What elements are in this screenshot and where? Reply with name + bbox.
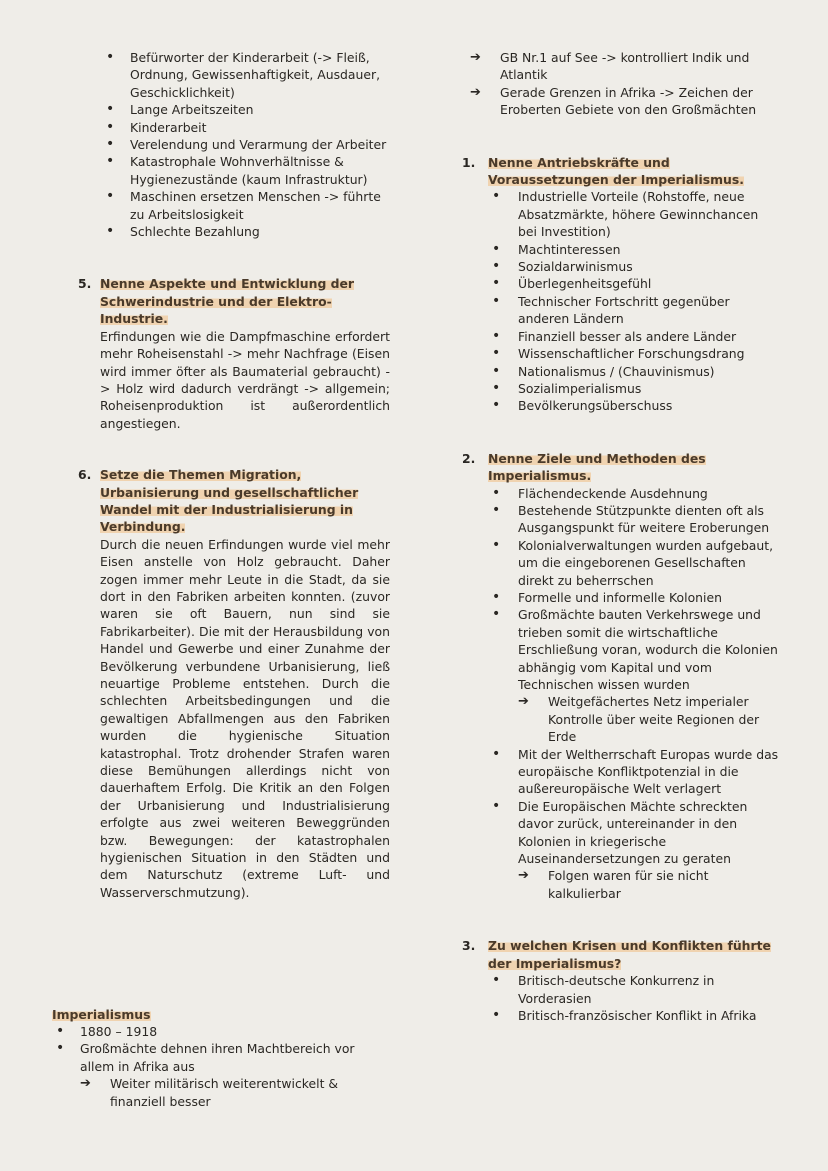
list-item (470, 49, 780, 84)
question-number: 5. (78, 276, 92, 292)
question-6-heading (78, 466, 390, 536)
list-item: • Britisch-französischer Konflikt in Afrika (462, 1007, 780, 1024)
question-5-heading (78, 275, 390, 327)
question-3-bullets (462, 972, 780, 1024)
arrow-icon: ➔ (518, 694, 529, 710)
question-6-answer: Durch die neuen Erfindungen wurde viel mehr Eisen anstelle von Holz gebraucht. Daher zogen immer mehr Leute in die Stadt, da sie dort in den Fabriken arbeiten konnten. (zuvor waren sie oft Bauern, nun sind sie Fabrikarbeiter). Die mit der Herausbildung von Handel und Gewerbe und einer Zunahme der Bevölkerung verbundene Urbanisierung, ließ neuartige Probleme entstehen. Durch die schlechten Arbeitsbedingungen und die gewaltigen Abfallmengen aus den Fabriken wurden die hygienische Situation katastrophal. Trotz drohender Strafen waren diese Bemühungen allerdings nicht von dauerhaftem Erfolg. Die Kritik an den Folgen der Urbanisierung und Industrialisierung erfolgte aus zwei weiteren Beweggründen bzw. Bewegungen: der katastrophalen hygienischen Situation in den Städten und dem Naturschutz (extreme Luft- und Wasserverschmutzung). (100, 536, 390, 900)
list-item: • Bevölkerungsüberschuss (462, 397, 780, 414)
list-item: • Kinderarbeit (80, 119, 390, 136)
right-top-arrow-list (470, 49, 780, 119)
imperialismus-heading (52, 1006, 151, 1023)
imperialismus-block (52, 1023, 392, 1110)
list-item: • Maschinen ersetzen Menschen -> führte zu Arbeitslosigkeit (80, 188, 390, 223)
list-item: • Kolonialverwaltungen wurden aufgebaut, um die eingeborenen Gesellschaften direkt zu beherrschen (462, 537, 780, 589)
arrow-icon: ➔ (470, 50, 481, 65)
list-item: • Schlechte Bezahlung (80, 223, 390, 240)
arrow-item-text: Weitgefächertes Netz imperialer Kontrolle über weite Regionen der Erde (548, 694, 760, 745)
arrow-icon: ➔ (470, 84, 481, 100)
question-1-bullets (462, 188, 780, 414)
imperialismus-bullets (52, 1023, 392, 1075)
right-question-3-block (462, 937, 780, 1024)
question-number: 1. (462, 154, 476, 170)
right-question-2-block (462, 450, 780, 903)
list-item: • Wissenschaftlicher Forschungsdrang (462, 345, 780, 362)
list-item: • Großmächte dehnen ihren Machtbereich vor allem in Afrika aus (52, 1040, 392, 1075)
question-1-heading (462, 154, 780, 189)
arrow-item-text: Folgen waren für sie nicht kalkulierbar (548, 868, 709, 901)
list-item: • Industrielle Vorteile (Rohstoffe, neue Absatzmärkte, höhere Gewinnchancen bei Investition) (462, 188, 780, 240)
list-item: • Überlegenheitsgefühl (462, 275, 780, 292)
question-text: Nenne Antriebskräfte und Voraussetzungen der Imperialismus. (488, 154, 744, 188)
question-3-heading (462, 937, 780, 972)
list-item: • Großmächte bauten Verkehrswege und trieben somit die wirtschaftliche Erschließung voran, wodurch die Kolonien abhängig vom Kapital und vom Technischen wissen wurden (462, 606, 780, 693)
right-question-1-block (462, 154, 780, 415)
question-number: 6. (78, 467, 92, 483)
arrow-item-text: GB Nr.1 auf See -> kontrolliert Indik und Atlantik (500, 50, 750, 83)
question-text: Setze die Themen Migration, Urbanisierung und gesellschaftlicher Wandel mit der Industrialisierung in Verbindung. (100, 467, 359, 535)
list-item: • Befürworter der Kinderarbeit (-> Fleiß, Ordnung, Gewissenhaftigkeit, Ausdauer, Geschicklichkeit) (80, 49, 390, 101)
question-6-block (78, 466, 390, 901)
list-item: • Lange Arbeitszeiten (80, 101, 390, 118)
question-text: Zu welchen Krisen und Konflikten führte der Imperialismus? (488, 938, 771, 971)
list-item: • Sozialimperialismus (462, 380, 780, 397)
left-top-bullet-list (80, 49, 390, 240)
question-2-bullets (462, 485, 780, 694)
question-2-arrow-2 (518, 867, 780, 902)
arrow-item-text: Weiter militärisch weiterentwickelt & finanziell besser (110, 1076, 339, 1109)
question-2-bullets-2 (462, 746, 780, 868)
list-item: • Bestehende Stützpunkte dienten oft als Ausgangspunkt für weitere Eroberungen (462, 502, 780, 537)
list-item: • Technischer Fortschritt gegenüber anderen Ländern (462, 293, 780, 328)
list-item: • Mit der Weltherrschaft Europas wurde das europäische Konfliktpotenzial in die außereuropäische Welt verlagert (462, 746, 780, 798)
list-item (470, 84, 780, 119)
list-item: • 1880 – 1918 (52, 1023, 392, 1040)
question-5-block (78, 275, 390, 432)
list-item: • Nationalismus / (Chauvinismus) (462, 363, 780, 380)
list-item: • Britisch-deutsche Konkurrenz in Vorderasien (462, 972, 780, 1007)
right-column (462, 49, 780, 1024)
arrow-icon: ➔ (80, 1076, 91, 1092)
question-5-answer: Erfindungen wie die Dampfmaschine erfordert mehr Roheisenstahl -> mehr Nachfrage (Eisen wird immer öfter als Baumaterial gebraucht) -> Holz wird dadurch verdrängt -> allgemein; Roheisenproduktion ist außerordentlich angestiegen. (100, 328, 390, 431)
arrow-item-text: Gerade Grenzen in Afrika -> Zeichen der Eroberten Gebiete von den Großmächten (500, 84, 757, 118)
question-text: Nenne Ziele und Methoden des Imperialismus. (488, 450, 706, 484)
question-2-arrow-1 (518, 693, 780, 745)
list-item: • Flächendeckende Ausdehnung (462, 485, 780, 502)
question-number: 2. (462, 450, 476, 466)
list-item: • Formelle und informelle Kolonien (462, 589, 780, 606)
imperialismus-heading-text: Imperialismus (52, 1007, 151, 1022)
list-item: • Machtinteressen (462, 241, 780, 258)
question-text: Nenne Aspekte und Entwicklung der Schwerindustrie und der Elektro-Industrie. (100, 276, 355, 327)
list-item (518, 867, 780, 902)
arrow-icon: ➔ (518, 868, 529, 884)
imperialismus-arrow-list (52, 1075, 392, 1110)
question-2-heading (462, 450, 780, 485)
list-item: • Verelendung und Verarmung der Arbeiter (80, 136, 390, 153)
list-item (80, 1075, 392, 1110)
list-item: • Sozialdarwinismus (462, 258, 780, 275)
list-item: • Katastrophale Wohnverhältnisse & Hygienezustände (kaum Infrastruktur) (80, 153, 390, 188)
question-number: 3. (462, 938, 476, 954)
list-item: • Finanziell besser als andere Länder (462, 328, 780, 345)
list-item (518, 693, 780, 745)
list-item: • Die Europäischen Mächte schreckten davor zurück, untereinander in den Kolonien in kriegerische Auseinandersetzungen zu geraten (462, 798, 780, 868)
left-column (78, 49, 390, 901)
